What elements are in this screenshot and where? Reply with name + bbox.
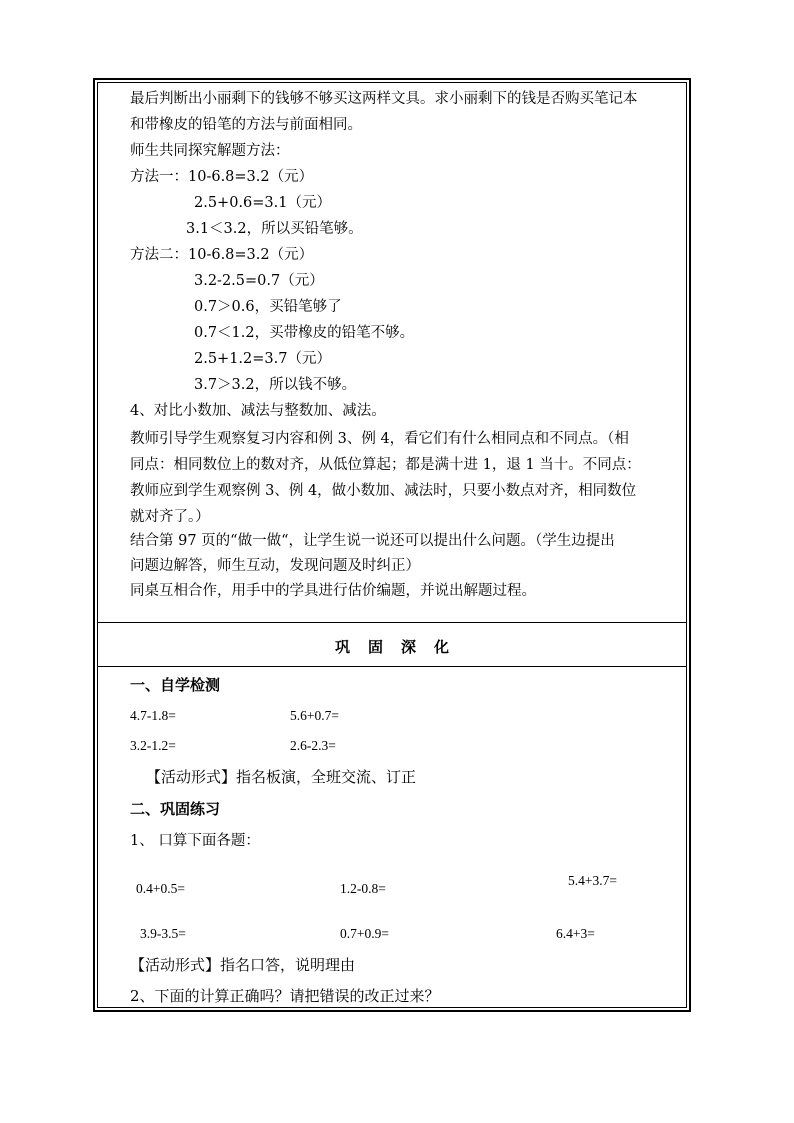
oral-calc-item: 6.4+3= [556, 926, 595, 941]
text-line: 结合第 97 页的“做一做“，让学生说一说还可以提出什么问题。（学生边提出 [130, 533, 615, 549]
part1-heading: 一、自学检测 [130, 676, 221, 694]
method-two-step: 0.7＞0.6，买铅笔够了 [194, 299, 342, 315]
method-one-step: 2.5+0.6=3.1（元） [194, 195, 331, 211]
method-two-conclusion: 3.7＞3.2，所以钱不够。 [194, 377, 357, 393]
method-two-step: 0.7＜1.2，买带橡皮的铅笔不够。 [194, 325, 415, 341]
part2-heading: 二、巩固练习 [130, 800, 221, 818]
section-divider-bottom [97, 666, 687, 667]
question-1: 1、 口算下面各题： [130, 833, 260, 849]
text-line: 教师应到学生观察例 3、例 4，做小数加、减法时，只要小数点对齐，相同数位 [130, 483, 637, 499]
text-line: 和带橡皮的铅笔的方法与前面相同。 [130, 117, 362, 133]
text-line: 同点：相同数位上的数对齐，从低位算起；都是满十进 1，退 1 当十。不同点： [130, 457, 641, 473]
oral-calc-item: 1.2-0.8= [340, 881, 386, 896]
section-title: 巩 固 深 化 [334, 638, 450, 656]
exercise-item: 4.7-1.8= [130, 708, 176, 723]
text-line: 最后判断出小丽剩下的钱够不够买这两样文具。求小丽剩下的钱是否购买笔记本 [130, 91, 638, 107]
method-two-step: 3.2-2.5=0.7（元） [194, 273, 324, 289]
method-one-conclusion: 3.1＜3.2，所以买铅笔够。 [186, 221, 363, 237]
exercise-item: 2.6-2.3= [290, 738, 336, 753]
exercise-item: 3.2-1.2= [130, 738, 176, 753]
text-line: 4、对比小数加、减法与整数加、减法。 [130, 403, 386, 419]
method-two-step: 2.5+1.2=3.7（元） [194, 351, 331, 367]
part2-activity: 【活动形式】指名口答，说明理由 [130, 956, 356, 974]
oral-calc-item: 0.4+0.5= [136, 881, 185, 896]
text-line: 教师引导学生观察复习内容和例 3、例 4，看它们有什么相同点和不同点。（相 [130, 431, 629, 447]
oral-calc-item: 5.4+3.7= [568, 873, 617, 888]
oral-calc-item: 0.7+0.9= [340, 926, 389, 941]
oral-calc-item: 3.9-3.5= [140, 926, 186, 941]
section-divider-top [97, 622, 687, 623]
method-one-line: 方法一：10-6.8=3.2（元） [130, 169, 314, 185]
text-line: 问题边解答，师生互动，发现问题及时纠正） [130, 558, 420, 574]
exercise-item: 5.6+0.7= [290, 708, 339, 723]
text-line: 同桌互相合作，用手中的学具进行估价编题，并说出解题过程。 [130, 583, 536, 599]
method-two-line: 方法二：10-6.8=3.2（元） [130, 247, 314, 263]
text-line: 师生共同探究解题方法： [130, 143, 290, 159]
text-line: 就对齐了。） [130, 509, 210, 525]
part1-activity: 【活动形式】指名板演，全班交流、订正 [146, 768, 417, 786]
question-2: 2、下面的计算正确吗？请把错误的改正过来？ [130, 987, 440, 1005]
